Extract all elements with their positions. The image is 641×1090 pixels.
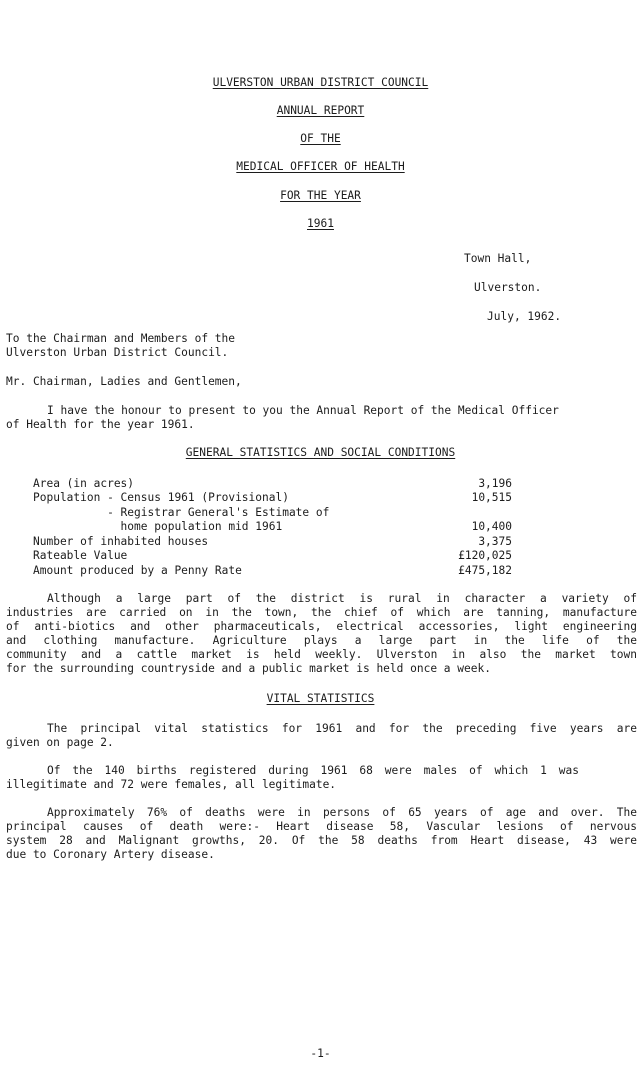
report-title: ANNUAL REPORT [276,104,365,117]
general-paragraph [6,592,637,676]
address-line-1: Town Hall, [464,252,532,265]
paragraph-line: illegitimate and 72 were females, all legitimate. [6,778,337,791]
paragraph-line: Of the 140 births registered during 1961 68 were males of which 1 was [47,764,579,777]
council-title: ULVERSTON URBAN DISTRICT COUNCIL [212,76,429,89]
report-title-of-the: OF THE [300,132,341,145]
paragraph-line: system 28 and Malignant growths, 20. Of the 58 deaths from Heart disease, 43 were [6,834,637,847]
report-date: July, 1962. [487,310,562,323]
stat-value: 10,400 [471,520,512,533]
intro-line-1: I have the honour to present to you the Annual Report of the Medical Officer [47,404,559,417]
paragraph-line: industries are carried on in the town, the chief of which are tanning, manufacture [6,606,637,619]
addressee-line-1: To the Chairman and Members of the [6,332,236,345]
paragraph-line: and clothing manufacture. Agriculture plays a large part in the life of the [6,634,637,647]
stat-label: Number of inhabited houses [33,535,209,548]
paragraph-line: for the surrounding countryside and a public market is held once a week. [6,662,491,675]
stat-label: Area (in acres) [33,477,135,490]
paragraph-line: community and a cattle market is held weekly. Ulverston in also the market town [6,648,637,661]
intro-line-2: of Health for the year 1961. [6,418,195,431]
stat-value: 10,515 [471,491,512,504]
salutation: Mr. Chairman, Ladies and Gentlemen, [6,375,242,388]
paragraph-line: The principal vital statistics for 1961 and for the preceding five years are [47,722,637,735]
general-statistics-heading: GENERAL STATISTICS AND SOCIAL CONDITIONS [185,446,456,459]
stat-value: £475,182 [458,564,512,577]
stat-value: £120,025 [458,549,512,562]
paragraph-line: principal causes of death were:- Heart disease 58, Vascular lesions of nervous [6,820,637,833]
stat-label: - Registrar General's Estimate of [33,506,330,519]
stat-label: Population - Census 1961 (Provisional) [33,491,289,504]
stat-value: 3,375 [478,535,512,548]
paragraph-line: due to Coronary Artery disease. [6,848,215,861]
report-year: 1961 [307,217,334,230]
paragraph-line: Approximately 76% of deaths were in persons of 65 years of age and over. The [47,806,637,819]
stat-label: Rateable Value [33,549,128,562]
paragraph-line: of anti-biotics and other pharmaceuticals, electrical accessories, light engineering [6,620,637,633]
report-title-moh: MEDICAL OFFICER OF HEALTH [236,160,405,173]
address-line-2: Ulverston. [474,281,542,294]
page-number: -1- [310,1047,331,1060]
vital-paragraph-3 [6,806,637,862]
report-title-for-year: FOR THE YEAR [280,189,361,202]
vital-paragraph-2 [6,764,637,792]
paragraph-line: Although a large part of the district is rural in character a variety of [47,592,637,605]
stat-label: Amount produced by a Penny Rate [33,564,242,577]
paragraph-line: given on page 2. [6,736,114,749]
vital-paragraph-1 [6,722,637,750]
stat-label: home population mid 1961 [33,520,283,533]
addressee-line-2: Ulverston Urban District Council. [6,346,229,359]
stat-value: 3,196 [478,477,512,490]
vital-statistics-heading: VITAL STATISTICS [266,692,375,705]
